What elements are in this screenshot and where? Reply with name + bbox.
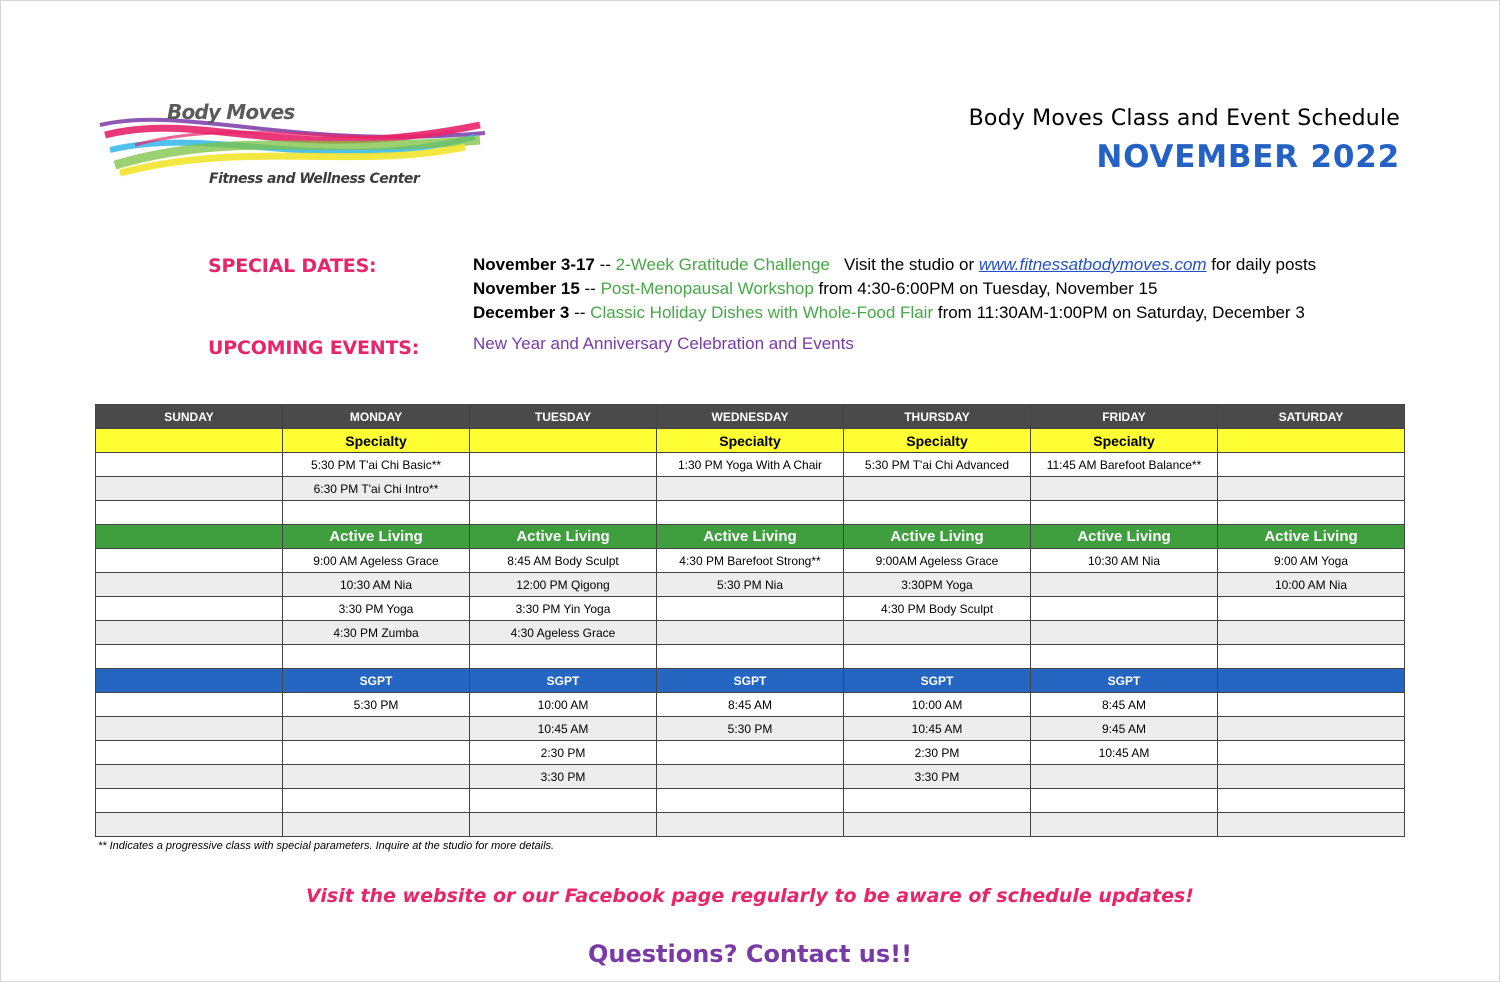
day-header: SATURDAY [1218, 405, 1405, 429]
schedule-row [96, 789, 1405, 813]
class-cell [283, 741, 470, 765]
special-date-event: 2-Week Gratitude Challenge [615, 255, 830, 274]
special-date-separator: -- [569, 303, 591, 322]
class-cell [657, 645, 844, 669]
class-cell [844, 789, 1031, 813]
class-cell [1218, 477, 1405, 501]
class-cell: 3:30 PM Yin Yoga [470, 597, 657, 621]
upcoming-events-text: New Year and Anniversary Celebration and Events [473, 334, 854, 353]
section-header-cell: Active Living [657, 525, 844, 549]
special-date-separator: -- [579, 279, 601, 298]
class-cell [96, 477, 283, 501]
class-cell: 2:30 PM [844, 741, 1031, 765]
schedule-row [96, 813, 1405, 837]
class-cell: 1:30 PM Yoga With A Chair [657, 453, 844, 477]
section-header-cell: SGPT [1031, 669, 1218, 693]
class-cell: 5:30 PM [283, 693, 470, 717]
class-cell: 5:30 PM [657, 717, 844, 741]
class-cell [844, 645, 1031, 669]
class-cell: 12:00 PM Qigong [470, 573, 657, 597]
day-header: MONDAY [283, 405, 470, 429]
class-cell [96, 765, 283, 789]
class-cell [470, 813, 657, 837]
class-cell [470, 789, 657, 813]
section-header-cell [96, 669, 283, 693]
class-cell [844, 813, 1031, 837]
section-header-row [96, 525, 1405, 549]
class-cell: 11:45 AM Barefoot Balance** [1031, 453, 1218, 477]
section-header-cell: Active Living [283, 525, 470, 549]
class-cell: 4:30 PM Body Sculpt [844, 597, 1031, 621]
day-header-row [96, 405, 1405, 429]
class-cell: 4:30 Ageless Grace [470, 621, 657, 645]
section-header-cell: Active Living [1031, 525, 1218, 549]
class-cell [470, 501, 657, 525]
class-cell [657, 501, 844, 525]
class-cell: 10:45 AM [1031, 741, 1218, 765]
class-cell [657, 477, 844, 501]
special-date-event: Post-Menopausal Workshop [600, 279, 814, 298]
class-cell [283, 789, 470, 813]
class-cell: 10:45 AM [470, 717, 657, 741]
special-date-date: December 3 [473, 303, 570, 322]
day-header: THURSDAY [844, 405, 1031, 429]
logo-title: Body Moves [167, 100, 295, 124]
class-cell [844, 501, 1031, 525]
special-date-text: Visit the studio or [829, 255, 979, 274]
section-header-cell: Specialty [283, 429, 470, 453]
schedule-row [96, 453, 1405, 477]
section-header-cell: SGPT [283, 669, 470, 693]
class-cell [96, 789, 283, 813]
class-cell [657, 789, 844, 813]
class-cell: 3:30 PM [844, 765, 1031, 789]
section-header-cell [470, 429, 657, 453]
schedule-row [96, 477, 1405, 501]
class-cell [1218, 789, 1405, 813]
contact-message: Questions? Contact us!! [587, 940, 913, 968]
schedule-row [96, 765, 1405, 789]
class-cell [1031, 765, 1218, 789]
class-cell: 10:30 AM Nia [283, 573, 470, 597]
section-header-cell: SGPT [657, 669, 844, 693]
class-cell [283, 765, 470, 789]
schedule-row [96, 693, 1405, 717]
section-header-cell [1218, 429, 1405, 453]
class-cell [844, 621, 1031, 645]
day-header: TUESDAY [470, 405, 657, 429]
special-date-item [473, 253, 1316, 277]
day-header: FRIDAY [1031, 405, 1218, 429]
section-header-cell: Specialty [657, 429, 844, 453]
class-cell: 10:45 AM [844, 717, 1031, 741]
class-cell [657, 741, 844, 765]
class-cell [283, 501, 470, 525]
schedule-row [96, 717, 1405, 741]
body-moves-logo [95, 95, 490, 195]
class-cell: 8:45 AM [657, 693, 844, 717]
day-header: WEDNESDAY [657, 405, 844, 429]
section-header-cell: Specialty [1031, 429, 1218, 453]
special-date-text: for daily posts [1206, 255, 1317, 274]
class-cell [96, 501, 283, 525]
section-header-cell: SGPT [844, 669, 1031, 693]
class-cell: 10:00 AM [470, 693, 657, 717]
class-cell: 4:30 PM Zumba [283, 621, 470, 645]
schedule-month: NOVEMBER 2022 [1096, 139, 1400, 175]
section-header-cell [1218, 669, 1405, 693]
special-date-event: Classic Holiday Dishes with Whole-Food Flair [590, 303, 934, 322]
schedule-row [96, 501, 1405, 525]
class-cell [657, 765, 844, 789]
section-header-cell: Active Living [470, 525, 657, 549]
class-cell [96, 573, 283, 597]
special-date-date: November 3-17 [473, 255, 595, 274]
class-cell: 5:30 PM T'ai Chi Advanced [844, 453, 1031, 477]
class-cell [1031, 645, 1218, 669]
schedule-row [96, 741, 1405, 765]
class-cell [1218, 597, 1405, 621]
class-cell: 3:30PM Yoga [844, 573, 1031, 597]
class-cell: 9:00AM Ageless Grace [844, 549, 1031, 573]
class-cell [1031, 573, 1218, 597]
class-cell [657, 621, 844, 645]
class-cell: 9:00 AM Yoga [1218, 549, 1405, 573]
class-cell [1031, 621, 1218, 645]
upcoming-events-label: UPCOMING EVENTS: [208, 337, 420, 359]
special-date-text: from 4:30-6:00PM on Tuesday, November 15 [813, 279, 1158, 298]
class-cell [96, 693, 283, 717]
section-header-cell: Specialty [844, 429, 1031, 453]
class-cell: 10:00 AM Nia [1218, 573, 1405, 597]
class-cell [470, 477, 657, 501]
class-cell [844, 477, 1031, 501]
section-header-row [96, 429, 1405, 453]
class-cell [96, 813, 283, 837]
class-cell [470, 453, 657, 477]
special-date-text: from 11:30AM-1:00PM on Saturday, December 3 [933, 303, 1305, 322]
class-cell [96, 621, 283, 645]
day-header: SUNDAY [96, 405, 283, 429]
special-date-item [473, 301, 1316, 325]
class-cell [96, 549, 283, 573]
section-header-cell [96, 429, 283, 453]
website-link[interactable]: www.fitnessatbodymoves.com [978, 255, 1207, 274]
class-cell [1031, 813, 1218, 837]
class-cell [657, 813, 844, 837]
class-cell [1218, 621, 1405, 645]
class-cell [283, 717, 470, 741]
section-header-row [96, 669, 1405, 693]
class-cell [1218, 741, 1405, 765]
section-header-cell: Active Living [844, 525, 1031, 549]
page-title: Body Moves Class and Event Schedule [968, 106, 1400, 131]
schedule-table [95, 404, 1405, 837]
class-cell [1218, 453, 1405, 477]
visit-website-message: Visit the website or our Facebook page regularly to be aware of schedule updates! [306, 885, 1194, 907]
class-cell [283, 645, 470, 669]
schedule-row [96, 645, 1405, 669]
class-cell [96, 597, 283, 621]
class-cell: 10:30 AM Nia [1031, 549, 1218, 573]
class-cell [96, 717, 283, 741]
logo-subtitle: Fitness and Wellness Center [209, 171, 420, 187]
class-cell [1218, 765, 1405, 789]
class-cell [1031, 477, 1218, 501]
class-cell: 4:30 PM Barefoot Strong** [657, 549, 844, 573]
special-date-date: November 15 [473, 279, 580, 298]
class-cell [1218, 813, 1405, 837]
class-cell [1031, 597, 1218, 621]
schedule-row [96, 549, 1405, 573]
class-cell: 9:00 AM Ageless Grace [283, 549, 470, 573]
class-cell: 5:30 PM T'ai Chi Basic** [283, 453, 470, 477]
class-cell: 2:30 PM [470, 741, 657, 765]
special-date-separator: -- [594, 255, 616, 274]
class-cell [96, 645, 283, 669]
class-cell: 10:00 AM [844, 693, 1031, 717]
special-dates-label: SPECIAL DATES: [208, 255, 377, 277]
class-cell [1218, 501, 1405, 525]
class-cell [1218, 717, 1405, 741]
section-header-cell: Active Living [1218, 525, 1405, 549]
class-cell: 5:30 PM Nia [657, 573, 844, 597]
class-cell: 3:30 PM Yoga [283, 597, 470, 621]
class-cell [1031, 789, 1218, 813]
class-cell: 8:45 AM [1031, 693, 1218, 717]
class-cell [96, 741, 283, 765]
schedule-body [96, 429, 1405, 837]
class-cell: 3:30 PM [470, 765, 657, 789]
special-dates-list [473, 253, 1316, 325]
special-date-item [473, 277, 1316, 301]
section-header-cell [96, 525, 283, 549]
class-cell [470, 645, 657, 669]
schedule-row [96, 621, 1405, 645]
class-cell [1218, 645, 1405, 669]
class-cell: 6:30 PM T'ai Chi Intro** [283, 477, 470, 501]
schedule-row [96, 597, 1405, 621]
class-cell [96, 453, 283, 477]
class-cell [283, 813, 470, 837]
schedule-row [96, 573, 1405, 597]
footnote: ** Indicates a progressive class with special parameters. Inquire at the studio for more details. [98, 840, 555, 852]
class-cell [1031, 501, 1218, 525]
class-cell: 8:45 AM Body Sculpt [470, 549, 657, 573]
class-cell [657, 597, 844, 621]
section-header-cell: SGPT [470, 669, 657, 693]
class-cell: 9:45 AM [1031, 717, 1218, 741]
class-cell [1218, 693, 1405, 717]
